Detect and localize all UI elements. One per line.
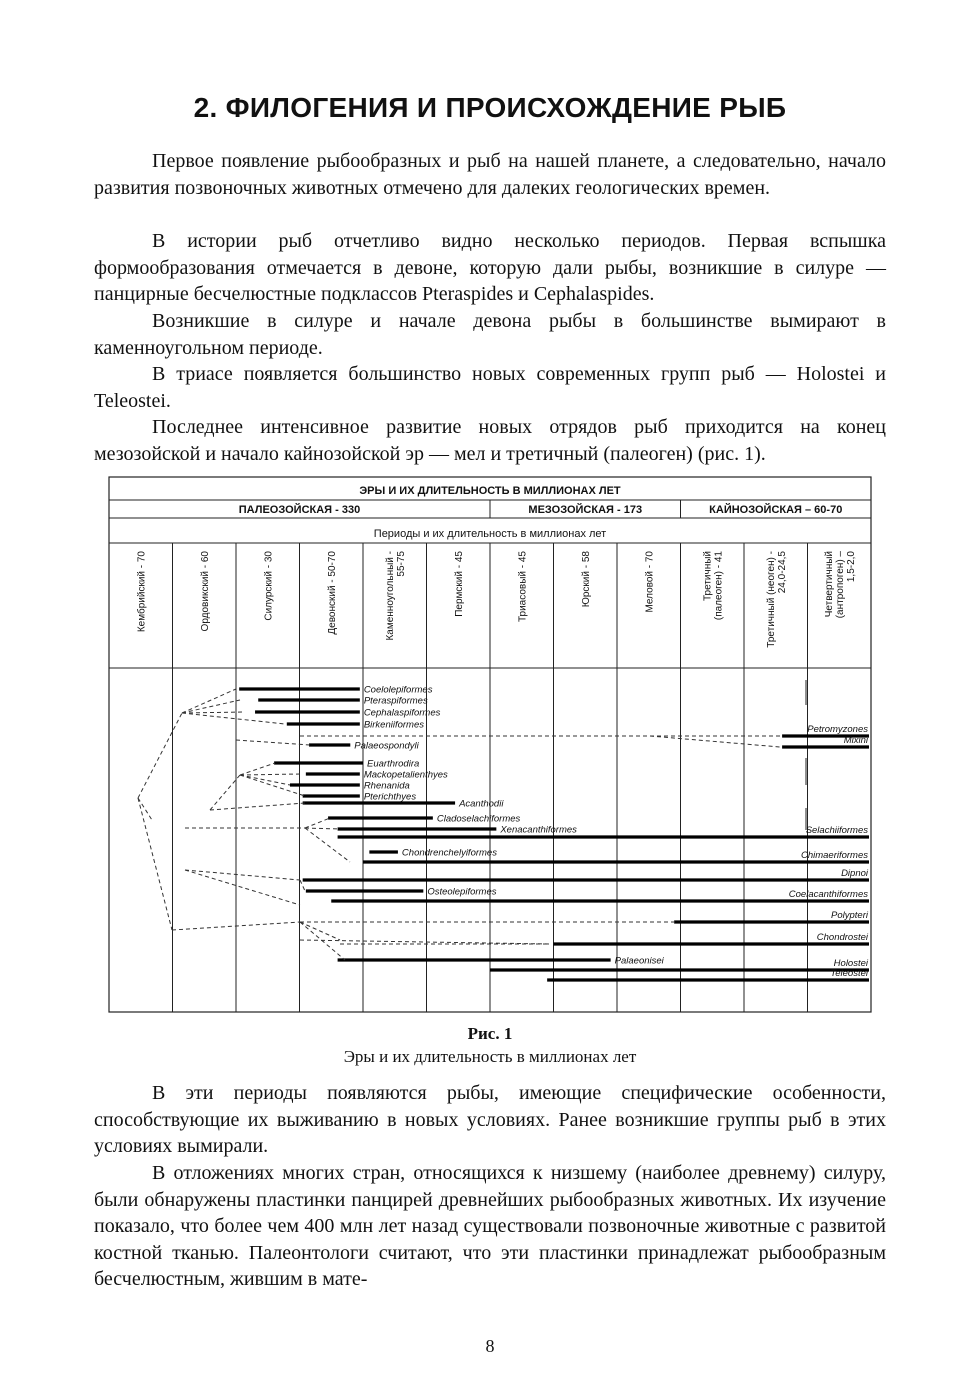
period-label: Каменноугольный -55-75 <box>384 551 407 641</box>
era-label: КАЙНОЗОЙСКАЯ – 60-70 <box>709 504 843 516</box>
period-label: Ордовикский - 60 <box>199 551 211 632</box>
taxon-label: Pterichthyes <box>363 791 417 803</box>
chart-title: ЭРЫ И ИХ ДЛИТЕЛЬНОСТЬ В МИЛЛИОНАХ ЛЕТ <box>359 485 621 497</box>
taxon-label: Rhenanida <box>363 780 410 792</box>
phylo-branch <box>210 803 305 810</box>
taxon-label: Polypteri <box>831 910 868 921</box>
taxon-label: Dipnoi <box>841 868 868 879</box>
page-title: 2. ФИЛОГЕНИЯ И ПРОИСХОЖДЕНИЕ РЫБ <box>193 92 787 123</box>
taxon-label: Teleostei <box>830 968 868 979</box>
figure-caption-text: Эры и их длительность в миллионах лет <box>343 1047 637 1066</box>
figure-caption-title: Рис. 1 <box>467 1024 513 1043</box>
phylo-branch <box>182 713 285 724</box>
phylo-branch <box>650 736 780 747</box>
chart-subtitle: Периоды и их длительность в миллионах лет <box>373 528 607 540</box>
period-label: Силурский - 30 <box>263 551 275 621</box>
phylo-branch <box>138 798 152 820</box>
taxon-label: Holostei <box>833 958 868 969</box>
phylo-branch <box>240 763 275 775</box>
phylo-branch <box>182 689 236 713</box>
taxon-label: Petromyzones <box>807 724 868 735</box>
paragraph-2: В истории рыб отчетливо видно несколько периодов. Первая вспышка формообразования отмечается в девоне, которую дали рыбы, возникшие в силуре — панцирные бесчелюстные подклассов Pteraspides и Cephalaspides. <box>94 230 886 305</box>
phylo-branch <box>138 798 172 930</box>
taxon-label: Osteolepiformes <box>427 886 497 898</box>
taxon-label: Palaeospondyli <box>354 740 419 752</box>
taxon-label: Selachiiformes <box>805 825 868 836</box>
taxon-label: Acanthodii <box>459 798 504 810</box>
period-label: Триасовый - 45 <box>517 551 529 623</box>
page-number: 8 <box>485 1336 495 1356</box>
phylo-branch <box>182 700 240 713</box>
taxon-label: Pteraspiformes <box>363 695 428 707</box>
paragraph-7: В отложениях многих стран, относящихся к низшему (наиболее древнему) силуру, были обнаружены пластинки панцирей древнейших рыбообразных животных. Их изучение показало, что более чем 400 млн лет назад существовали позвоночные животные с развитой костной тканью. Палеонтологи считают, что эти пластинки принадлежат рыбообразным бесчелюстным, жившим в мате- <box>94 1162 886 1290</box>
period-label: Третичный(палеоген) - 41 <box>702 551 725 621</box>
taxon-label: Mixini <box>843 735 868 746</box>
taxon-label: Euarthrodira <box>367 758 420 770</box>
taxon-label: Birkeniiformes <box>363 719 425 731</box>
taxon-label: Chimaeriformes <box>800 850 868 861</box>
taxon-label: Palaeonisei <box>614 955 664 967</box>
paragraph-6: В эти периоды появляются рыбы, имеющие специфические особенности, способствующие их выживанию в новых условиях. Ранее возникшие группы рыб в этих условиях вымирали. <box>94 1082 886 1157</box>
phylo-branch <box>300 922 340 940</box>
period-label: Третичный (неоген) -24,0-24,5 <box>765 551 788 648</box>
paragraph-3: Возникшие в силуре и начале девона рыбы в большинстве вымирают в каменноугольном периоде. <box>94 310 886 359</box>
era-label: МЕЗОЗОЙСКАЯ - 173 <box>528 504 643 516</box>
paragraph-5: Последнее интенсивное развитие новых отрядов рыб приходится на конец мезозойской и начало кайнозойской эр — мел и третичный (палеоген) (рис. 1). <box>94 416 886 465</box>
period-label: Четвертичный(антропоген) –1,5-2,0 <box>823 551 857 619</box>
taxon-label: Coelacanthiformes <box>788 889 868 900</box>
taxon-label: Chondrenchelyiformes <box>401 847 497 859</box>
period-label: Юрский - 58 <box>580 551 592 608</box>
period-label: Девонский - 50-70 <box>326 551 338 635</box>
paragraph-1: Первое появление рыбообразных и рыб на нашей планете, а следовательно, начало развития позвоночных животных отмечено для далеких геологических времен. <box>94 150 886 199</box>
phylo-branch <box>138 713 182 798</box>
taxon-label: Cephalaspiformes <box>363 707 441 719</box>
paragraph-4: В триасе появляется большинство новых современных групп рыб — Holostei и Teleostei. <box>94 363 886 412</box>
taxon-label: Mackopetalienthyes <box>363 769 448 781</box>
phylo-branch <box>305 818 330 828</box>
phylo-branch <box>240 774 300 775</box>
phylo-branch <box>240 775 290 785</box>
phylo-branch <box>300 880 305 891</box>
period-label: Меловой - 70 <box>644 551 656 613</box>
era-label: ПАЛЕОЗОЙСКАЯ - 330 <box>238 504 361 516</box>
taxon-label: Xenacanthiformes <box>500 824 577 836</box>
period-label: Пермский - 45 <box>453 551 465 617</box>
taxon-label: Chondrostei <box>816 932 868 943</box>
period-label: Кембрийский - 70 <box>136 551 148 633</box>
taxon-label: Coelolepiformes <box>363 684 433 696</box>
phylo-branch <box>305 828 350 862</box>
phylo-branch <box>305 828 340 829</box>
phylo-branch <box>300 940 550 944</box>
phylo-branch <box>236 740 310 745</box>
taxon-label: Cladoselachiformes <box>436 813 521 825</box>
